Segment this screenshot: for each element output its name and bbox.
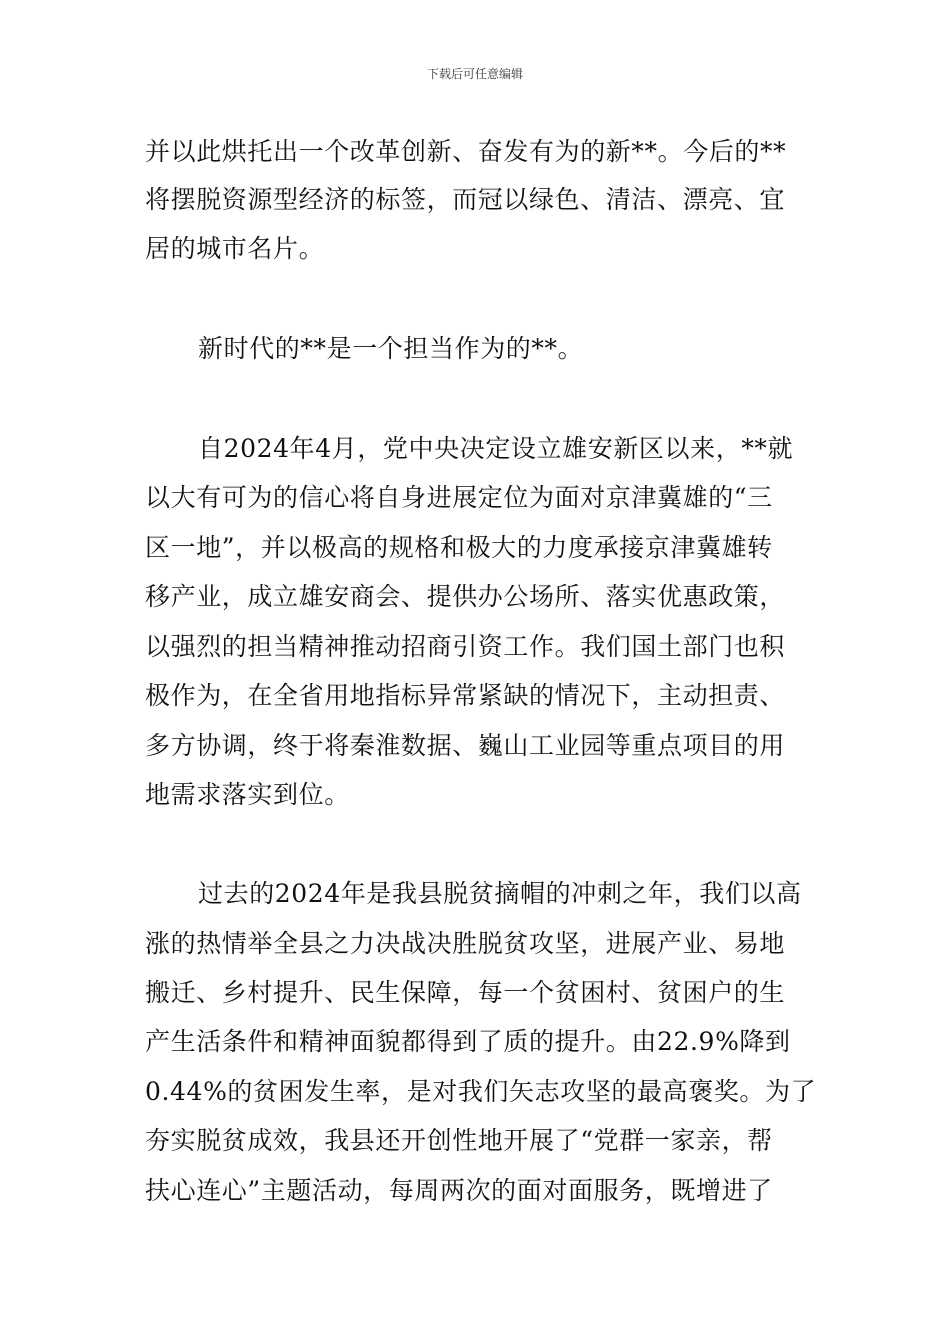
text-line: 区一地”，并以极高的规格和极大的力度承接京津冀雄转	[145, 533, 773, 562]
text-line: 过去的2024年是我县脱贫摘帽的冲刺之年，我们以高	[198, 879, 802, 908]
text-line: 0.44%的贫困发生率，是对我们矢志攻坚的最高褒奖。为了	[145, 1077, 817, 1106]
text-line: 移产业，成立雄安商会、提供办公场所、落实优惠政策，	[145, 582, 786, 611]
text-line: 新时代的**是一个担当作为的**。	[198, 334, 584, 363]
page-header: 下载后可任意编辑	[426, 67, 523, 81]
text-line: 地需求落实到位。	[145, 780, 350, 809]
text-line: 居的城市名片。	[145, 234, 325, 263]
text-line: 搬迁、乡村提升、民生保障，每一个贫困村、贫困户的生	[145, 978, 786, 1007]
text-line: 涨的热情举全县之力决战决胜脱贫攻坚，进展产业、易地	[145, 929, 786, 958]
text-line: 自2024年4月，党中央决定设立雄安新区以来，**就	[198, 434, 794, 463]
text-line: 将摆脱资源型经济的标签，而冠以绿色、清洁、漂亮、宜	[145, 185, 786, 214]
text-line: 扶心连心”主题活动，每周两次的面对面服务，既增进了	[145, 1176, 773, 1205]
text-line: 极作为，在全省用地指标异常紧缺的情况下，主动担责、	[145, 681, 786, 710]
text-line: 以强烈的担当精神推动招商引资工作。我们国土部门也积	[145, 632, 786, 661]
text-line: 并以此烘托出一个改革创新、奋发有为的新**。今后的**	[145, 137, 787, 166]
text-line: 以大有可为的信心将自身进展定位为面对京津冀雄的“三	[145, 483, 773, 512]
text-line: 多方协调，终于将秦淮数据、巍山工业园等重点项目的用	[145, 731, 786, 760]
text-line: 夯实脱贫成效，我县还开创性地开展了“党群一家亲，帮	[145, 1126, 773, 1155]
text-line: 产生活条件和精神面貌都得到了质的提升。由22.9%降到	[145, 1027, 791, 1056]
